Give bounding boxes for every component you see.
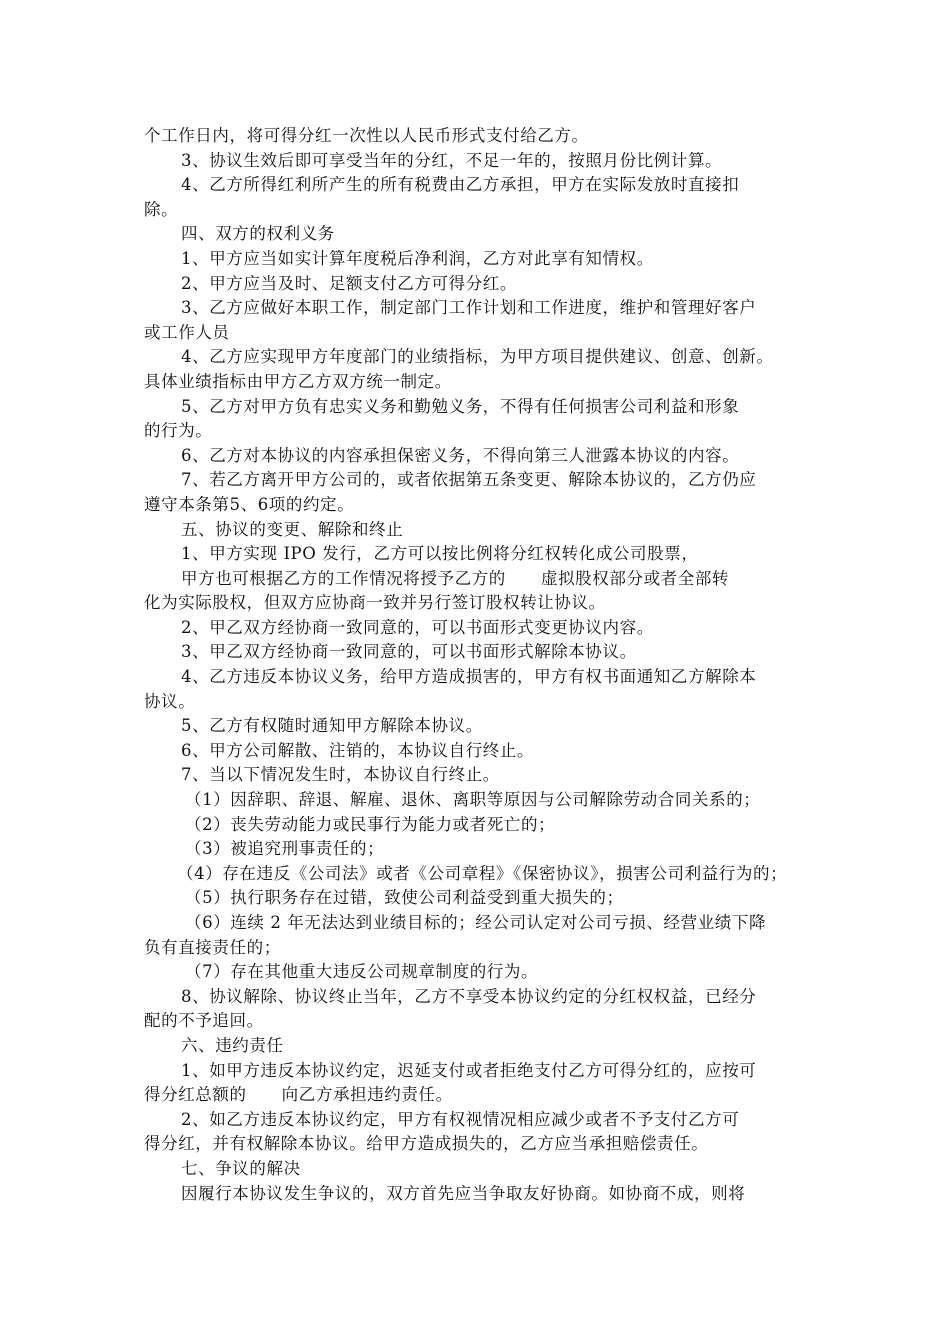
paragraph-line: 1、甲方应当如实计算年度税后净利润，乙方对此享有知情权。 <box>181 248 654 268</box>
paragraph-line: 得分红总额的 向乙方承担违约责任。 <box>144 1085 453 1105</box>
paragraph-line: 化为实际股权，但双方应协商一致并另行签订股权转让协议。 <box>144 593 606 613</box>
paragraph-line: 1、甲方实现 IPO 发行，乙方可以按比例将分红权转化成公司股票， <box>181 544 699 564</box>
paragraph-line: 8、协议解除、协议终止当年，乙方不享受本协议约定的分红权权益，已经分 <box>181 986 757 1006</box>
section-heading: 六、违约责任 <box>181 1035 284 1055</box>
paragraph-line: 5、乙方有权随时通知甲方解除本协议。 <box>181 716 483 736</box>
section-heading: 五、协议的变更、解除和终止 <box>181 519 404 539</box>
paragraph-line: 具体业绩指标由甲方乙方双方统一制定。 <box>144 371 452 391</box>
paragraph-line: 4、乙方所得红利所产生的所有税费由乙方承担，甲方在实际发放时直接扣 <box>181 175 740 195</box>
list-item: （4）存在违反《公司法》或者《公司章程》《保密协议》，损害公司利益行为的； <box>177 863 788 883</box>
paragraph-line: 2、如乙方违反本协议约定，甲方有权视情况相应减少或者不予支付乙方可 <box>181 1109 740 1129</box>
paragraph-line: 7、当以下情况发生时，本协议自行终止。 <box>181 765 500 785</box>
paragraph-line: 负有直接责任的； <box>144 937 281 957</box>
paragraph-line: 3、协议生效后即可享受当年的分红，不足一年的，按照月份比例计算。 <box>181 150 723 170</box>
paragraph-line: 4、乙方应实现甲方年度部门的业绩指标，为甲方项目提供建议、创意、创新。 <box>181 347 774 367</box>
list-item: （6）连续 2 年无法达到业绩目标的；经公司认定对公司亏损、经营业绩下降 <box>185 913 767 932</box>
paragraph-line: 1、如甲方违反本协议约定，迟延支付或者拒绝支付乙方可得分红的，应按可 <box>181 1060 757 1080</box>
paragraph-line: 6、甲方公司解散、注销的，本协议自行终止。 <box>181 740 535 760</box>
paragraph-line: 5、乙方对甲方负有忠实义务和勤勉义务，不得有任何损害公司利益和形象 <box>181 396 740 416</box>
list-item: （5）执行职务存在过错，致使公司利益受到重大损失的； <box>185 888 624 908</box>
paragraph-line: 的行为。 <box>144 421 213 441</box>
paragraph-line: 遵守本条第5、6项的约定。 <box>144 494 355 514</box>
paragraph-line: 协议。 <box>144 691 196 711</box>
paragraph-line: 2、甲乙双方经协商一致同意的，可以书面形式变更协议内容。 <box>181 617 654 637</box>
list-item: （3）被追究刑事责任的； <box>185 839 385 859</box>
paragraph-line: 6、乙方对本协议的内容承担保密义务，不得向第三人泄露本协议的内容。 <box>181 445 740 465</box>
paragraph-line: 2、甲方应当及时、足额支付乙方可得分红。 <box>181 273 517 293</box>
list-item: （2）丧失劳动能力或民事行为能力或者死亡的； <box>185 814 556 834</box>
paragraph-line: 3、甲乙双方经协商一致同意的，可以书面形式解除本协议。 <box>181 642 637 662</box>
paragraph-line: 甲方也可根据乙方的工作情况将授予乙方的 虚拟股权部分或者全部转 <box>181 568 730 588</box>
paragraph-line: 除。 <box>144 199 179 219</box>
paragraph-line: 7、若乙方离开甲方公司的，或者依据第五条变更、解除本协议的，乙方仍应 <box>181 470 757 490</box>
document-body <box>144 124 810 1206</box>
paragraph-line: 4、乙方违反本协议义务，给甲方造成损害的，甲方有权书面通知乙方解除本 <box>181 667 757 687</box>
paragraph-line: 因履行本协议发生争议的，双方首先应当争取友好协商。如协商不成，则将 <box>181 1183 746 1203</box>
section-heading: 四、双方的权利义务 <box>181 224 335 244</box>
section-heading: 七、争议的解决 <box>181 1158 301 1178</box>
list-item: （1）因辞职、辞退、解雇、退休、离职等原因与公司解除劳动合同关系的； <box>185 790 761 810</box>
paragraph-line: 或工作人员 <box>144 322 230 342</box>
paragraph-line: 3、乙方应做好本职工作，制定部门工作计划和工作进度，维护和管理好客户 <box>181 298 757 318</box>
paragraph-line: 得分红，并有权解除本协议。给甲方造成损失的，乙方应当承担赔偿责任。 <box>144 1134 709 1154</box>
paragraph-line: 配的不予追回。 <box>144 1011 264 1031</box>
paragraph-line: 个工作日内，将可得分红一次性以人民币形式支付给乙方。 <box>144 126 589 145</box>
list-item: （7）存在其他重大违反公司规章制度的行为。 <box>185 962 539 982</box>
